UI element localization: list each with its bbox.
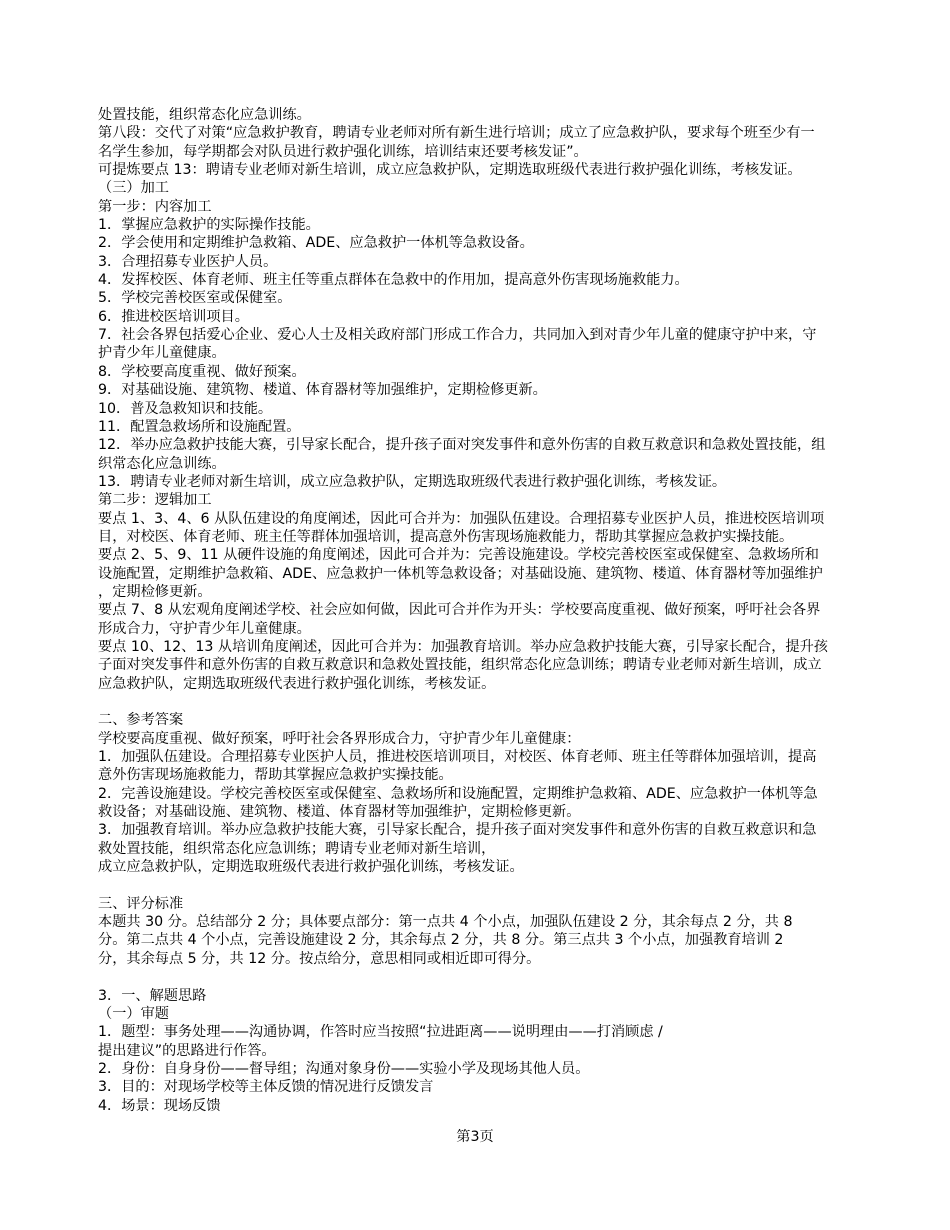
text-line: 12．举办应急救护技能大赛，引导家长配合，提升孩子面对突发事件和意外伤害的自救互救意识和急救处置技能，组 xyxy=(98,437,826,454)
text-line: 本题共 30 分。总结部分 2 分；具体要点部分：第一点共 4 个小点，加强队伍建设 2 分，其余每点 2 分，共 8 xyxy=(98,914,793,931)
text-line: 3．一、解题思路 xyxy=(98,987,207,1004)
text-line: 分。第二点共 4 个小点，完善设施建设 2 分，其余每点 2 分，共 8 分。第三点共 3 个小点，加强教育培训 2 xyxy=(98,932,784,949)
text-line: 名学生参加，每学期都会对队员进行救护强化训练，培训结束还要考核发证”。 xyxy=(98,143,588,160)
text-line: 三、评分标准 xyxy=(98,895,184,912)
text-line: 3．加强教育培训。举办应急救护技能大赛，引导家长配合，提升孩子面对突发事件和意外伤害的自救互救意识和急 xyxy=(98,822,817,839)
text-line: 4．发挥校医、体育老师、班主任等重点群体在急救中的作用加，提高意外伤害现场施救能力。 xyxy=(98,272,689,289)
text-line: 要点 7、8 从宏观角度阐述学校、社会应如何做，因此可合并作为开头：学校要高度重视、做好预案，呼吁社会各界 xyxy=(98,602,821,619)
text-line: 8．学校要高度重视、做好预案。 xyxy=(98,363,306,380)
text-line: 2．身份：自身身份——督导组；沟通对象身份——实验小学及现场其他人员。 xyxy=(98,1060,590,1077)
text-line: 第二步：逻辑加工 xyxy=(98,492,212,509)
text-line: 10．普及急救知识和技能。 xyxy=(98,400,273,417)
text-line: 可提炼要点 13：聘请专业老师对新生培训，成立应急救护队，定期选取班级代表进行救护强化训练，考核发证。 xyxy=(98,162,802,179)
text-line: 成立应急救护队，定期选取班级代表进行救护强化训练，考核发证。 xyxy=(98,859,524,876)
text-line: 1．加强队伍建设。合理招募专业医护人员，推进校医培训项目，对校医、体育老师、班主任等群体加强培训，提高 xyxy=(98,749,817,766)
text-line: 处置技能，组织常态化应急训练。 xyxy=(98,107,311,123)
text-line: 应急救护队，定期选取班级代表进行救护强化训练，考核发证。 xyxy=(98,675,496,692)
text-line: 1．掌握应急救护的实际操作技能。 xyxy=(98,217,320,234)
text-line: （三）加工 xyxy=(98,180,169,197)
text-line: 提出建议”的思路进行作答。 xyxy=(98,1042,276,1059)
text-line: 13．聘请专业老师对新生培训，成立应急救护队，定期选取班级代表进行救护强化训练，考核发证。 xyxy=(98,473,727,490)
text-line: 救设备；对基础设施、建筑物、楼道、体育器材等加强维护，定期检修更新。 xyxy=(98,804,581,821)
text-line: 二、参考答案 xyxy=(98,712,184,729)
page-number: 第3页 xyxy=(456,1129,494,1145)
text-line: 第一步：内容加工 xyxy=(98,198,212,215)
blank-line xyxy=(98,968,868,986)
text-line: 设施配置，定期维护急救箱、ADE、应急救护一体机等急救设备；对基础设施、建筑物、楼道、体育器材等加强维护 xyxy=(98,565,823,582)
blank-line xyxy=(98,693,868,711)
text-line: 1．题型：事务处理——沟通协调，作答时应当按照“拉进距离——说明理由——打消顾虑 / xyxy=(98,1024,663,1041)
text-line: 学校要高度重视、做好预案，呼吁社会各界形成合力，守护青少年儿童健康： xyxy=(98,730,581,747)
document-body xyxy=(98,106,868,1115)
text-line: 要点 1、3、4、6 从队伍建设的角度阐述，因此可合并为：加强队伍建设。合理招募专业医护人员，推进校医培训项 xyxy=(98,510,825,527)
text-line: 分，其余每点 5 分，共 12 分。按点给分，意思相同或相近即可得分。 xyxy=(98,950,541,967)
text-line: 目，对校医、体育老师、班主任等群体加强培训，提高意外伤害现场施救能力，帮助其掌握应急救护实操技能。 xyxy=(98,528,794,545)
text-line: 4．场景：现场反馈 xyxy=(98,1097,221,1114)
text-line: 3．合理招募专业医护人员。 xyxy=(98,253,278,270)
text-line: 织常态化应急训练。 xyxy=(98,455,226,472)
text-line: 第八段：交代了对策“应急救护教育，聘请专业老师对所有新生进行培训；成立了应急救护队，要求每个班至少有一 xyxy=(98,125,815,142)
text-line: 意外伤害现场施救能力，帮助其掌握应急救护实操技能。 xyxy=(98,767,453,784)
text-line: 要点 10、12、13 从培训角度阐述，因此可合并为：加强教育培训。举办应急救护技能大赛，引导家长配合，提升孩 xyxy=(98,638,828,655)
text-line: ，定期检修更新。 xyxy=(98,583,212,600)
text-line: 2．完善设施建设。学校完善校医室或保健室、急救场所和设施配置，定期维护急救箱、ADE、应急救护一体机等急 xyxy=(98,785,818,802)
text-line: 11．配置急救场所和设施配置。 xyxy=(98,418,301,435)
text-line: 6．推进校医培训项目。 xyxy=(98,308,249,325)
text-line: 护青少年儿童健康。 xyxy=(98,345,226,362)
text-line: 救处置技能，组织常态化应急训练；聘请专业老师对新生培训， xyxy=(98,840,496,857)
text-line: 7．社会各界包括爱心企业、爱心人士及相关政府部门形成工作合力，共同加入到对青少年儿童的健康守护中来，守 xyxy=(98,327,817,344)
text-line: 子面对突发事件和意外伤害的自救互救意识和急救处置技能，组织常态化应急训练；聘请专业老师对新生培训，成立 xyxy=(98,657,822,674)
text-line: 2．学会使用和定期维护急救箱、ADE、应急救护一体机等急救设备。 xyxy=(98,235,534,252)
text-line: 形成合力，守护青少年儿童健康。 xyxy=(98,620,311,637)
text-line: 9．对基础设施、建筑物、楼道、体育器材等加强维护，定期检修更新。 xyxy=(98,382,547,399)
text-line: 3．目的：对现场学校等主体反馈的情况进行反馈发言 xyxy=(98,1079,434,1096)
text-line: （一）审题 xyxy=(98,1005,169,1022)
blank-line xyxy=(98,876,868,894)
text-line: 要点 2、5、9、11 从硬件设施的角度阐述，因此可合并为：完善设施建设。学校完善校医室或保健室、急救场所和 xyxy=(98,547,819,564)
text-line: 5．学校完善校医室或保健室。 xyxy=(98,290,292,307)
